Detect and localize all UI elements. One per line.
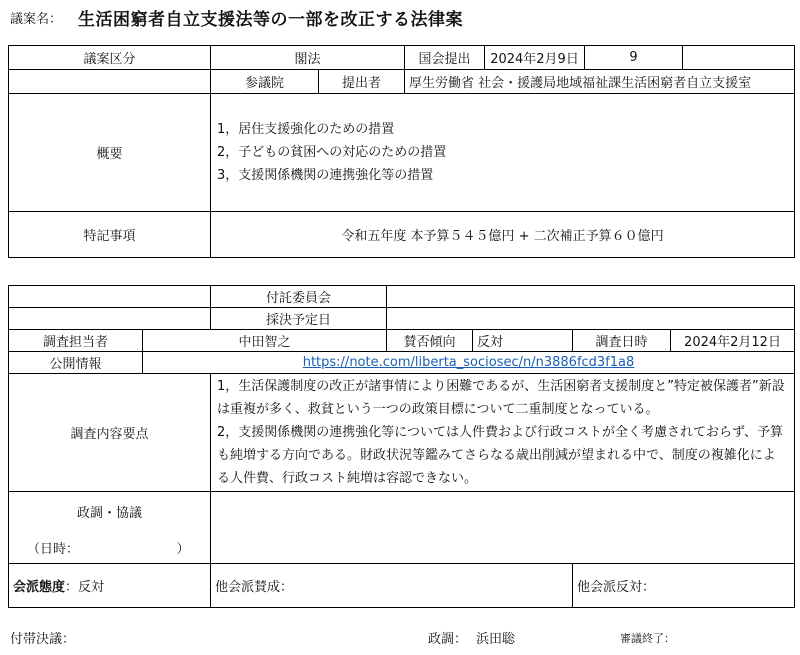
party-stance-value: ：反対 [65,580,105,595]
vote-date-label: 採決予定日 [211,308,387,330]
other-party-for: 他会派賛成： [211,564,573,608]
points-content [211,374,795,492]
party-stance-cell [9,564,211,608]
notes-value: 令和五年度 本予算５４５億円 + 二次補正予算６０億円 [211,212,795,258]
review-table [8,285,795,608]
submitter-value: 厚生労働省 社会・援護局地域福祉課生活困窮者自立支援室 [405,70,795,94]
policy-person: 浜田聡 [476,632,516,647]
coordination-cell [9,492,211,564]
stance-value: 反対 [473,330,573,352]
summary-list [211,94,795,212]
submitted-date: 2024年2月9日 [485,46,585,70]
summary-label: 概要 [9,94,211,212]
summary-item: 2，子どもの貧困への対応のための措置 [217,145,447,160]
researcher-value: 中田智之 [143,330,387,352]
party-stance-label: 会派態度 [13,580,66,595]
researcher-label: 調査担当者 [9,330,143,352]
empty-cell [683,46,795,70]
summary-item: 3，支援関係機関の連携強化等の措置 [217,168,434,183]
coordination-label: 政調・協議 [76,506,142,521]
summary-item: 1，居住支援強化のための措置 [217,122,395,137]
point-item: 1，生活保護制度の改正が諸事情により困難であるが、生活困窮者支援制度と”特定被保護者”新設は重複が多く、救貧という一つの政策目標について二重制度となっている。 [217,379,785,417]
research-date: 2024年2月12日 [671,330,795,352]
public-info-link[interactable]: https://note.com/liberta_sociosec/n/n3886fcd3f1a8 [302,355,635,370]
category-label: 議案区分 [9,46,211,70]
bill-info-table [8,45,795,258]
vote-date-value [387,308,795,330]
empty-cell [9,286,211,308]
review-end-label: 審議終了： [620,632,675,645]
bill-name-label: 議案名： [10,12,63,27]
notes-label: 特記事項 [9,212,211,258]
bill-title: 生活困窮者自立支援法等の一部を改正する法律案 [78,10,463,30]
research-date-label: 調査日時 [573,330,671,352]
committee-label: 付託委員会 [211,286,387,308]
empty-cell [9,70,211,94]
committee-value [387,286,795,308]
bill-number: 9 [585,46,683,70]
submitter-label: 提出者 [319,70,405,94]
points-label: 調査内容要点 [9,374,211,492]
empty-cell [9,308,211,330]
point-item: 2，支援関係機関の連携強化等については人件費および行政コストが全く考慮されておらず、予算も純増する方向である。財政状況等鑑みてさらなる歳出削減が望まれる中で、制度の複雑化による人件費、行政コスト純増は容認できない。 [217,425,783,486]
resolution-label: 付帯決議： [10,632,76,647]
coordination-value [211,492,795,564]
submitted-label: 国会提出 [405,46,485,70]
policy-label: 政調： [428,632,468,647]
public-info-cell [143,352,795,374]
stance-label: 賛否傾向 [387,330,473,352]
coordination-date-label: （日時： ） [27,542,190,557]
other-party-against: 他会派反対： [573,564,795,608]
house-value: 参議院 [211,70,319,94]
public-info-label: 公開情報 [9,352,143,374]
category-value: 閣法 [211,46,405,70]
